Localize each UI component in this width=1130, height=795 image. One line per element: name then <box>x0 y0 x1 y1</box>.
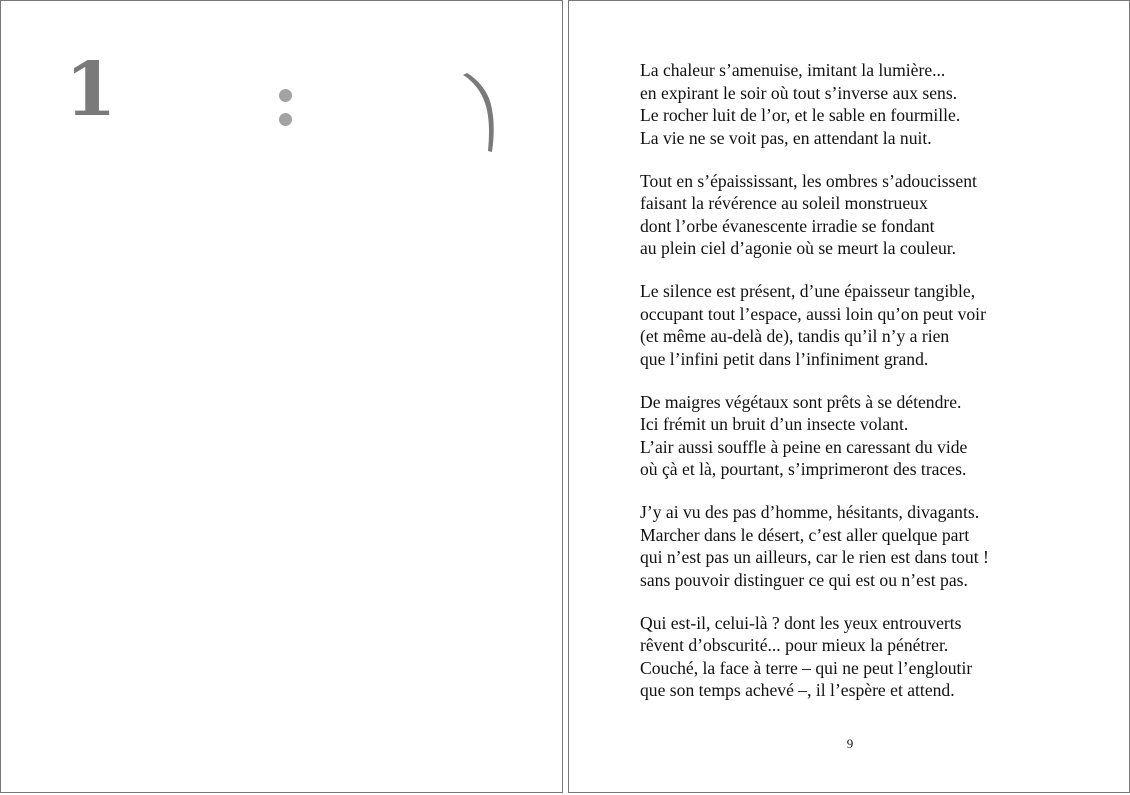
stanza <box>640 391 1070 481</box>
verse-line: Marcher dans le désert, c’est aller quelque part <box>640 524 970 545</box>
verse-line: où çà et là, pourtant, s’imprimeront des traces. <box>640 459 967 479</box>
verse-line: (et même au-delà de), tandis qu’il n’y a rien <box>640 326 950 346</box>
verse-line: rêvent d’obscurité... pour mieux la pénétrer. <box>640 635 949 655</box>
verse-line: qui n’est pas un ailleurs, car le rien est dans tout ! <box>640 547 989 567</box>
verse-line: que l’infini petit dans l’infiniment grand. <box>640 348 929 369</box>
verse-line: Qui est-il, celui-là ? dont les yeux entrouverts <box>640 612 962 633</box>
verse-line: occupant tout l’espace, aussi loin qu’on peut voir <box>640 303 986 324</box>
right-page <box>568 0 1130 793</box>
stanza <box>640 501 1070 591</box>
stanza <box>640 280 1070 370</box>
verse-line: L’air aussi souffle à peine en caressant du vide <box>640 436 968 457</box>
left-page <box>0 0 563 793</box>
verse-line: au plein ciel d’agonie où se meurt la couleur. <box>640 238 957 258</box>
colon-dot-bottom <box>279 113 292 126</box>
verse-line: Tout en s’épaississant, les ombres s’adoucissent <box>640 170 977 191</box>
stanza <box>640 612 1070 702</box>
verse-line: J’y ai vu des pas d’homme, hésitants, divagants. <box>640 502 980 522</box>
stanza <box>640 170 1070 260</box>
poem-body <box>640 59 1070 722</box>
stanza <box>640 59 1070 149</box>
verse-line: Le rocher luit de l’or, et le sable en fourmille. <box>640 105 961 125</box>
verse-line: en expirant le soir où tout s’inverse aux sens. <box>640 82 958 103</box>
verse-line: que son temps achevé –, il l’espère et attend. <box>640 680 955 700</box>
colon-dot-top <box>279 89 292 102</box>
chapter-separator <box>277 89 293 131</box>
chapter-number-latin: 1 <box>65 47 117 133</box>
verse-line: dont l’orbe évanescente irradie se fondant <box>640 215 935 236</box>
verse-line: faisant la révérence au soleil monstrueux <box>640 193 928 213</box>
verse-line: Ici frémit un bruit d’un insecte volant. <box>640 414 909 434</box>
verse-line: La chaleur s’amenuise, imitant la lumière... <box>640 60 946 80</box>
chapter-number-arabic-glyph <box>459 71 499 155</box>
verse-line: Le silence est présent, d’une épaisseur tangible, <box>640 281 976 301</box>
page-number: 9 <box>846 736 854 751</box>
verse-line: sans pouvoir distinguer ce qui est ou n’est pas. <box>640 569 968 590</box>
verse-line: La vie ne se voit pas, en attendant la nuit. <box>640 127 932 148</box>
verse-line: Couché, la face à terre – qui ne peut l’engloutir <box>640 657 973 678</box>
verse-line: De maigres végétaux sont prêts à se détendre. <box>640 391 962 412</box>
